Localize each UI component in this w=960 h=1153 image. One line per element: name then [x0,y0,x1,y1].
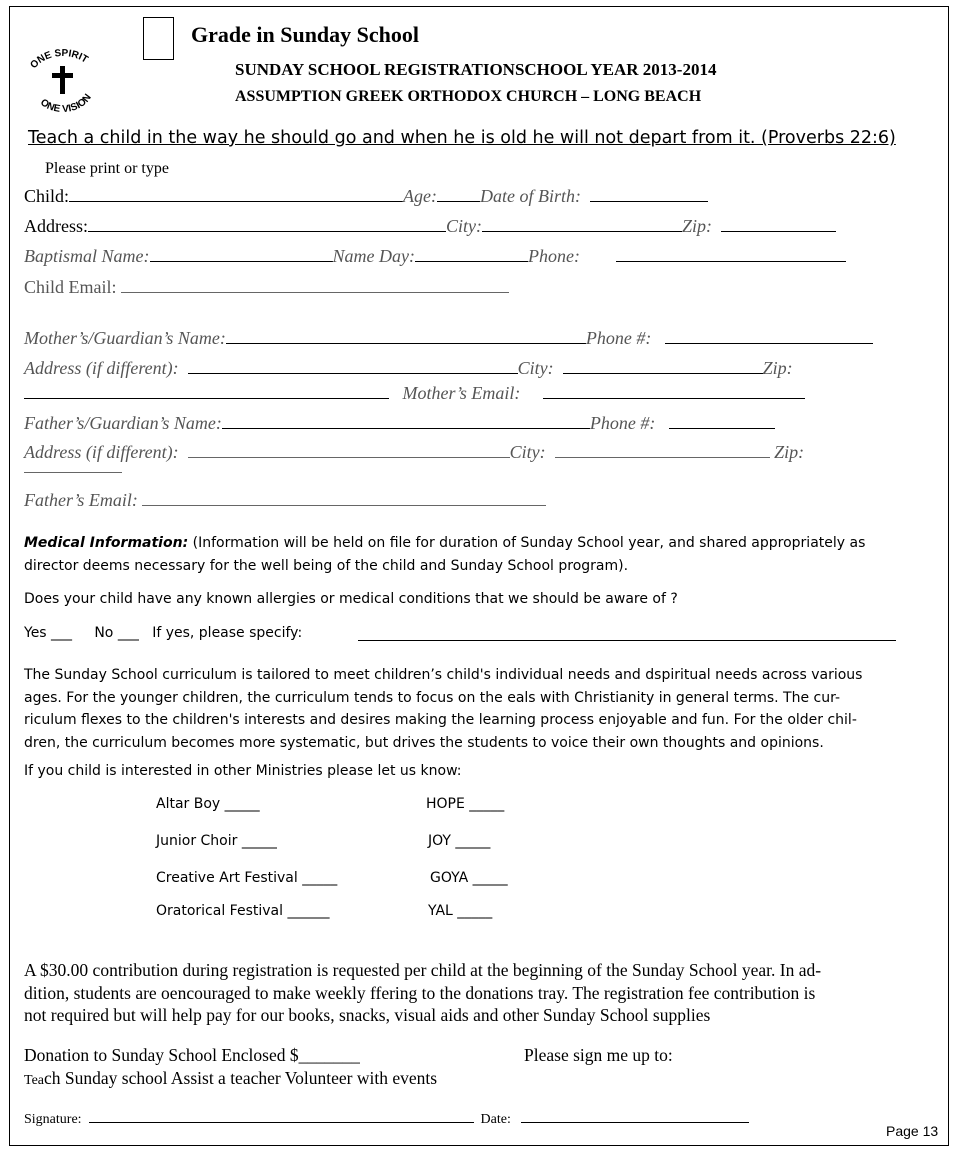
no-option[interactable]: No ___ [94,625,139,641]
signature-field[interactable] [89,1110,474,1123]
ministry-altar-boy[interactable]: Altar Boy _____ [156,796,260,812]
ministry-hope[interactable]: HOPE _____ [426,796,505,812]
curriculum-paragraph: The Sunday School curriculum is tailored to meet children’s child's individual needs and dspiritual needs across various ages. For the younger children, the curriculum tends to focus on the eals with Christianity in general terms. The cur- riculum flexes to the children's interests and desires making the learning process enjoyable and fun. For the older chil- dren, the curriculum becomes more systematic, but drives the students to voice their own thoughts and opinions. [24,667,863,751]
page-number: Page 13 [886,1123,939,1139]
mother-phone-field[interactable] [665,328,873,344]
child-row: Child: Age: Date of Birth: [24,186,708,207]
dob-field[interactable] [590,186,708,202]
grade-label: Grade in Sunday School [191,22,420,47]
mother-address-row: Address (if different): City: Zip: [24,358,793,378]
mother-name-row: Mother’s/Guardian’s Name: Phone #: [24,328,873,349]
mother-address-cont-field[interactable] [24,383,389,399]
allergy-answer-row: Yes ___ No ___ If yes, please specify: [24,625,303,641]
allergy-specify-field[interactable] [358,640,896,641]
ministry-oratorical[interactable]: Oratorical Festival ______ [156,903,330,919]
logo-top-text: ONE SPIRIT [28,47,90,72]
ministry-joy[interactable]: JOY _____ [428,833,491,849]
baptismal-field[interactable] [150,246,333,262]
medical-title: Medical Information: [24,535,189,551]
print-instruction: Please print or type [45,160,169,177]
medical-line-2: director deems necessary for the well being of the child and Sunday School program). [24,558,629,574]
mother-email-field[interactable] [543,383,805,399]
cross-icon [52,66,73,94]
child-email-row: Child Email: [24,277,509,298]
ministry-creative-art[interactable]: Creative Art Festival _____ [156,870,338,886]
father-zip-field[interactable] [24,472,122,473]
date-field[interactable] [521,1110,749,1123]
grade-checkbox[interactable] [143,17,174,60]
name-day-field[interactable] [415,246,528,262]
child-email-field[interactable] [121,278,509,293]
volunteer-line: Teach Sunday school Assist a teacher Volunteer with events [24,1068,438,1088]
ministry-yal[interactable]: YAL _____ [428,903,493,919]
church-logo [20,46,106,116]
bible-verse: Teach a child in the way he should go and when he is old he will not depart from it. (Proverbs 22:6) [28,128,896,148]
father-phone-field[interactable] [669,413,775,429]
sign-up-label: Please sign me up to: [524,1045,673,1065]
donation-line: Donation to Sunday School Enclosed $_______ [24,1045,360,1065]
signature-row: Signature: Date: [24,1110,749,1128]
mother-name-field[interactable] [226,328,586,344]
father-name-field[interactable] [222,413,590,429]
ministry-junior-choir[interactable]: Junior Choir _____ [156,833,277,849]
yes-option[interactable]: Yes ___ [24,625,73,641]
ministry-goya[interactable]: GOYA _____ [430,870,508,886]
logo-bottom-text: ONE VISION [38,92,94,116]
father-city-field[interactable] [555,443,770,458]
mother-address-field[interactable] [188,358,518,374]
age-field[interactable] [437,186,480,202]
allergy-question: Does your child have any known allergies or medical conditions that we should be aware of ? [24,591,678,607]
baptismal-row: Baptismal Name: Name Day: Phone: [24,246,846,267]
mother-city-field[interactable] [563,358,763,374]
father-name-row: Father’s/Guardian’s Name: Phone #: [24,413,775,434]
address-field[interactable] [88,216,446,232]
mother-email-row: Mother’s Email: [24,383,805,404]
address-row: Address: City: Zip: [24,216,836,237]
contribution-paragraph: A $30.00 contribution during registration is requested per child at the beginning of the Sunday School year. In ad- dition, students are oencouraged to make weekly ffering to the donations tray. The registration fee contribution is not required but will help pay for our books, snacks, visual aids and other Sunday School supplies [24,960,822,1025]
zip-field[interactable] [721,216,836,232]
church-name: ASSUMPTION GREEK ORTHODOX CHURCH – LONG BEACH [235,88,702,105]
phone-field[interactable] [616,246,846,262]
father-email-field[interactable] [142,491,546,506]
child-name-field[interactable] [69,186,403,202]
svg-text:ONE VISION [38,92,94,115]
medical-line-1: Medical Information: (Information will be held on file for duration of Sunday School year, and shared appropriately as [24,535,866,551]
father-email-row: Father’s Email: [24,490,546,511]
city-field[interactable] [482,216,682,232]
father-address-field[interactable] [188,443,510,458]
father-address-row: Address (if different): City: Zip: [24,442,805,462]
registration-title: SUNDAY SCHOOL REGISTRATIONSCHOOL YEAR 2013-2014 [235,60,717,79]
ministries-prompt: If you child is interested in other Ministries please let us know: [24,763,462,779]
svg-text:ONE SPIRIT [28,48,89,71]
